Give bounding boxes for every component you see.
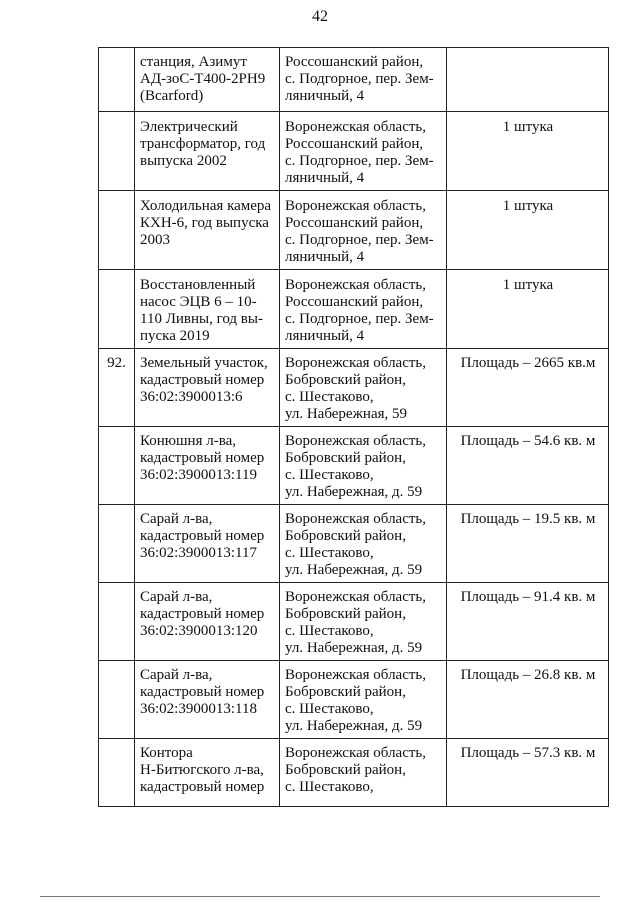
table-row xyxy=(99,505,609,583)
address-line: с. Шестаково, xyxy=(285,779,374,795)
item-name-line: кадастровый номер xyxy=(140,450,265,466)
item-name-line: насос ЭЦВ 6 – 10- xyxy=(140,294,257,310)
item-name-line: КХН-6, год выпуска xyxy=(140,215,269,231)
item-name-line: кадастровый номер xyxy=(140,372,265,388)
address-line: с. Шестаково, xyxy=(285,545,374,561)
address-line: Бобровский район, xyxy=(285,684,406,700)
address-line: ул. Набережная, д. 59 xyxy=(285,484,423,500)
address-cell xyxy=(280,191,447,270)
quantity-value: Площадь – 57.3 кв. м xyxy=(460,745,596,761)
page-number: 42 xyxy=(312,8,328,25)
item-name-line: Восстановленный xyxy=(140,277,256,293)
address-line: Воронежская область, xyxy=(285,511,427,527)
address-line: с. Подгорное, пер. Зем- xyxy=(285,232,434,248)
address-line: с. Шестаково, xyxy=(285,389,374,405)
row-number-cell xyxy=(99,661,135,739)
item-name-line: 36:02:3900013:118 xyxy=(140,701,257,717)
address-line: Россошанский район, xyxy=(285,215,424,231)
row-number-cell xyxy=(99,191,135,270)
table-row xyxy=(99,48,609,112)
quantity-cell xyxy=(447,505,609,583)
item-name-line: Контора xyxy=(140,745,193,761)
item-name-line: Холодильная камера xyxy=(140,198,272,214)
address-line: ляничный, 4 xyxy=(285,170,365,186)
quantity-value: Площадь – 91.4 кв. м xyxy=(460,589,596,605)
address-line: Воронежская область, xyxy=(285,667,427,683)
address-line: с. Шестаково, xyxy=(285,623,374,639)
item-name-line: трансформатор, год xyxy=(140,136,266,152)
table-row xyxy=(99,191,609,270)
item-name-line: 110 Ливны, год вы- xyxy=(140,311,263,327)
item-name-line: 36:02:3900013:6 xyxy=(140,389,243,405)
table-row xyxy=(99,739,609,807)
address-cell xyxy=(280,661,447,739)
address-cell xyxy=(280,112,447,191)
address-cell xyxy=(280,48,447,112)
address-line: ляничный, 4 xyxy=(285,328,365,344)
address-line: с. Подгорное, пер. Зем- xyxy=(285,153,434,169)
quantity-cell xyxy=(447,427,609,505)
address-cell xyxy=(280,583,447,661)
item-name-line: Конюшня л-ва, xyxy=(140,433,236,449)
address-line: Воронежская область, xyxy=(285,119,427,135)
item-name-line: 36:02:3900013:119 xyxy=(140,467,257,483)
address-line: Бобровский район, xyxy=(285,450,406,466)
address-line: Воронежская область, xyxy=(285,198,427,214)
quantity-cell xyxy=(447,112,609,191)
row-number-cell xyxy=(99,112,135,191)
item-name-line: выпуска 2002 xyxy=(140,153,227,169)
address-line: Россошанский район, xyxy=(285,294,424,310)
row-number-cell xyxy=(99,349,135,427)
footer-divider xyxy=(40,896,600,897)
item-name-cell xyxy=(135,583,280,661)
address-line: Бобровский район, xyxy=(285,762,406,778)
row-number-cell xyxy=(99,48,135,112)
address-line: Воронежская область, xyxy=(285,433,427,449)
table-row xyxy=(99,349,609,427)
item-name-line: Сарай л-ва, xyxy=(140,667,213,683)
item-name-line: 36:02:3900013:120 xyxy=(140,623,258,639)
address-line: ул. Набережная, д. 59 xyxy=(285,562,423,578)
address-line: Воронежская область, xyxy=(285,589,427,605)
address-line: ул. Набережная, 59 xyxy=(285,406,408,422)
quantity-value: Площадь – 54.6 кв. м xyxy=(460,433,596,449)
address-line: с. Подгорное, пер. Зем- xyxy=(285,311,434,327)
address-cell xyxy=(280,427,447,505)
item-name-line: Электрический xyxy=(140,119,238,135)
quantity-cell xyxy=(447,583,609,661)
address-line: с. Подгорное, пер. Зем- xyxy=(285,71,434,87)
item-name-line: АД-зоС-Т400-2РН9 xyxy=(140,71,266,87)
address-cell xyxy=(280,739,447,807)
address-line: ляничный, 4 xyxy=(285,249,365,265)
item-name-line: Земельный участок, xyxy=(140,355,268,371)
item-name-line: Н-Битюгского л-ва, xyxy=(140,762,264,778)
row-number-cell xyxy=(99,427,135,505)
item-name-line: (Bcarford) xyxy=(140,88,204,104)
quantity-value: 1 штука xyxy=(502,119,554,135)
table-row xyxy=(99,583,609,661)
table-row xyxy=(99,270,609,349)
address-line: Россошанский район, xyxy=(285,54,424,70)
address-line: Россошанский район, xyxy=(285,136,424,152)
item-name-line: пуска 2019 xyxy=(140,328,210,344)
address-cell xyxy=(280,505,447,583)
quantity-cell xyxy=(447,191,609,270)
table-row xyxy=(99,427,609,505)
item-name-line: кадастровый номер xyxy=(140,528,265,544)
item-name-cell xyxy=(135,191,280,270)
quantity-value: 1 штука xyxy=(502,277,554,293)
row-number-cell xyxy=(99,505,135,583)
address-line: с. Шестаково, xyxy=(285,467,374,483)
item-name-line: кадастровый номер xyxy=(140,606,265,622)
item-name-line: 36:02:3900013:117 xyxy=(140,545,257,561)
quantity-value: Площадь – 26.8 кв. м xyxy=(460,667,596,683)
row-number-cell xyxy=(99,583,135,661)
quantity-cell xyxy=(447,739,609,807)
row-number-cell xyxy=(99,270,135,349)
item-name-line: станция, Азимут xyxy=(140,54,247,70)
item-name-line: кадастровый номер xyxy=(140,779,265,795)
address-line: Воронежская область, xyxy=(285,355,427,371)
address-line: Воронежская область, xyxy=(285,277,427,293)
item-name-cell xyxy=(135,112,280,191)
address-line: ляничный, 4 xyxy=(285,88,365,104)
table-row xyxy=(99,661,609,739)
item-name-cell xyxy=(135,349,280,427)
property-table-body xyxy=(99,48,609,807)
quantity-value: Площадь – 2665 кв.м xyxy=(460,355,596,371)
address-line: Бобровский район, xyxy=(285,528,406,544)
quantity-cell xyxy=(447,48,609,112)
item-name-cell xyxy=(135,739,280,807)
address-line: Бобровский район, xyxy=(285,606,406,622)
address-line: Бобровский район, xyxy=(285,372,406,388)
address-line: ул. Набережная, д. 59 xyxy=(285,640,423,656)
property-table xyxy=(98,47,609,807)
quantity-value: 1 штука xyxy=(502,198,554,214)
item-name-cell xyxy=(135,48,280,112)
quantity-cell xyxy=(447,661,609,739)
address-cell xyxy=(280,349,447,427)
row-number-cell xyxy=(99,739,135,807)
item-name-line: 2003 xyxy=(140,232,170,248)
quantity-cell xyxy=(447,349,609,427)
item-name-line: Сарай л-ва, xyxy=(140,511,213,527)
quantity-cell xyxy=(447,270,609,349)
address-line: ул. Набережная, д. 59 xyxy=(285,718,423,734)
item-name-cell xyxy=(135,270,280,349)
address-line: Воронежская область, xyxy=(285,745,427,761)
item-name-line: Сарай л-ва, xyxy=(140,589,213,605)
item-name-cell xyxy=(135,427,280,505)
table-row xyxy=(99,112,609,191)
address-line: с. Шестаково, xyxy=(285,701,374,717)
item-name-cell xyxy=(135,661,280,739)
quantity-value: Площадь – 19.5 кв. м xyxy=(460,511,596,527)
address-cell xyxy=(280,270,447,349)
item-name-line: кадастровый номер xyxy=(140,684,265,700)
item-name-cell xyxy=(135,505,280,583)
row-number: 92. xyxy=(107,355,126,371)
